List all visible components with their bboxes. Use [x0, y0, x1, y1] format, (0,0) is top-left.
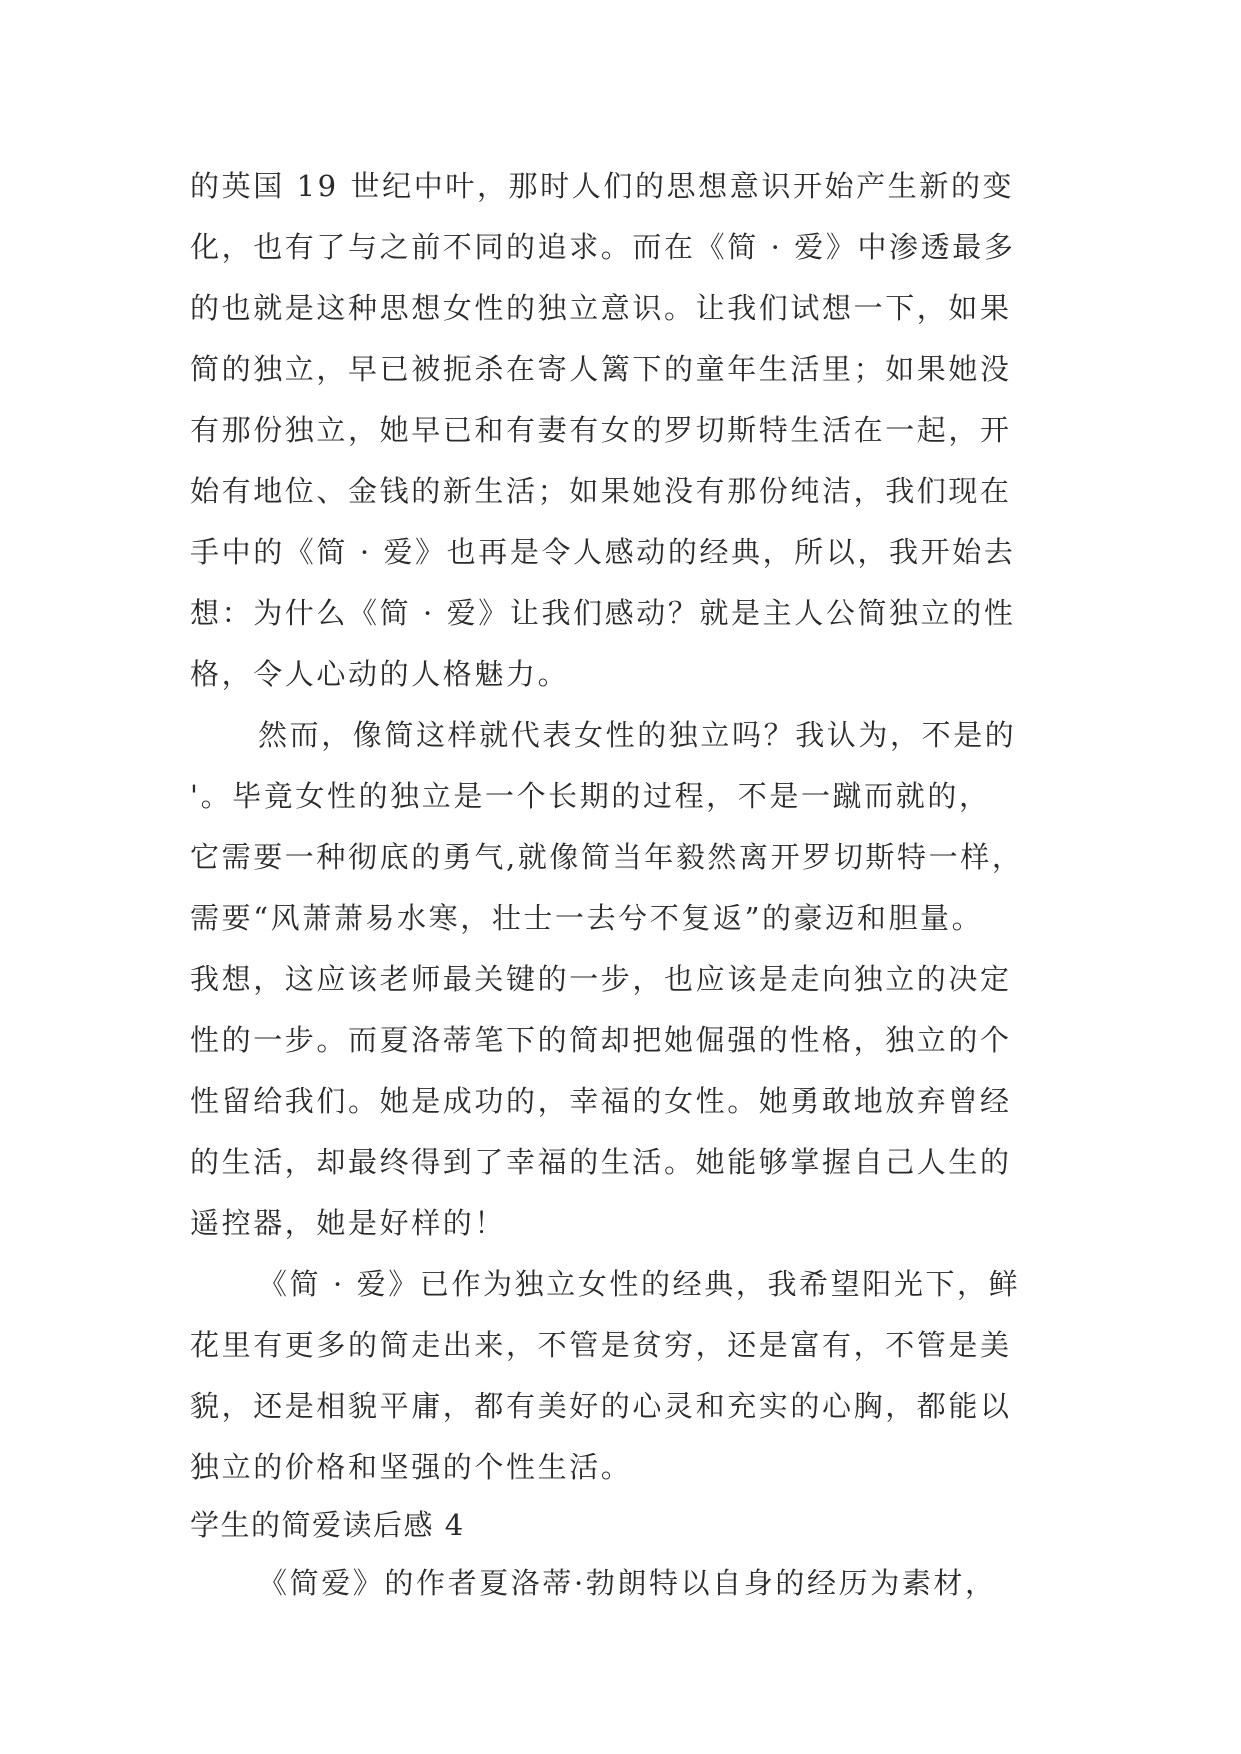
text-line: 貌，还是相貌平庸，都有美好的心灵和充实的心胸，都能以 [190, 1389, 1012, 1423]
text-line: 性的一步。而夏洛蒂笔下的简却把她倔强的性格，独立的个 [190, 1023, 1012, 1057]
section-first-line: 《简爱》的作者夏洛蒂·勃朗特以自身的经历为素材， [258, 1566, 997, 1600]
text-line: 简的独立，早已被扼杀在寄人篱下的童年生活里；如果她没 [190, 352, 1012, 386]
text-line: 性留给我们。她是成功的，幸福的女性。她勇敢地放弃曾经 [190, 1084, 1012, 1118]
section-heading: 学生的简爱读后感 4 [190, 1508, 465, 1542]
text-line: 我想，这应该老师最关键的一步，也应该是走向独立的决定 [190, 962, 1012, 996]
text-line: 遥控器，她是好样的！ [190, 1206, 507, 1240]
text-line: 独立的价格和坚强的个性生活。 [190, 1450, 633, 1484]
text-line: 手中的《简 · 爱》也再是令人感动的经典，所以，我开始去 [190, 535, 1016, 569]
paragraph-first-line: 然而，像简这样就代表女性的独立吗？我认为，不是的 [258, 718, 1017, 752]
text-line: 的也就是这种思想女性的独立意识。让我们试想一下，如果 [190, 291, 1012, 325]
text-line: '。毕竟女性的独立是一个长期的过程，不是一蹴而就的， [190, 779, 991, 813]
text-line: 化，也有了与之前不同的追求。而在《简 · 爱》中渗透最多 [190, 230, 1016, 264]
text-line: 花里有更多的简走出来，不管是贫穷，还是富有，不管是美 [190, 1328, 1012, 1362]
document-body [190, 156, 1060, 1614]
text-line: 的生活，却最终得到了幸福的生活。她能够掌握自己人生的 [190, 1145, 1012, 1179]
text-line: 它需要一种彻底的勇气,就像简当年毅然离开罗切斯特一样， [190, 840, 1024, 874]
text-line: 始有地位、金钱的新生活；如果她没有那份纯洁，我们现在 [190, 474, 1012, 508]
text-line: 有那份独立，她早已和有妻有女的罗切斯特生活在一起，开 [190, 413, 1012, 447]
paragraph-first-line: 《简 · 爱》已作为独立女性的经典，我希望阳光下，鲜 [258, 1267, 1021, 1301]
text-line: 想：为什么《简 · 爱》让我们感动？就是主人公简独立的性 [190, 596, 1016, 630]
text-line: 需要“风萧萧易水寒，壮士一去兮不复返”的豪迈和胆量。 [190, 901, 984, 935]
text-line: 格，令人心动的人格魅力。 [190, 657, 570, 691]
text-line: 的英国 19 世纪中叶，那时人们的思想意识开始产生新的变 [190, 169, 1015, 203]
